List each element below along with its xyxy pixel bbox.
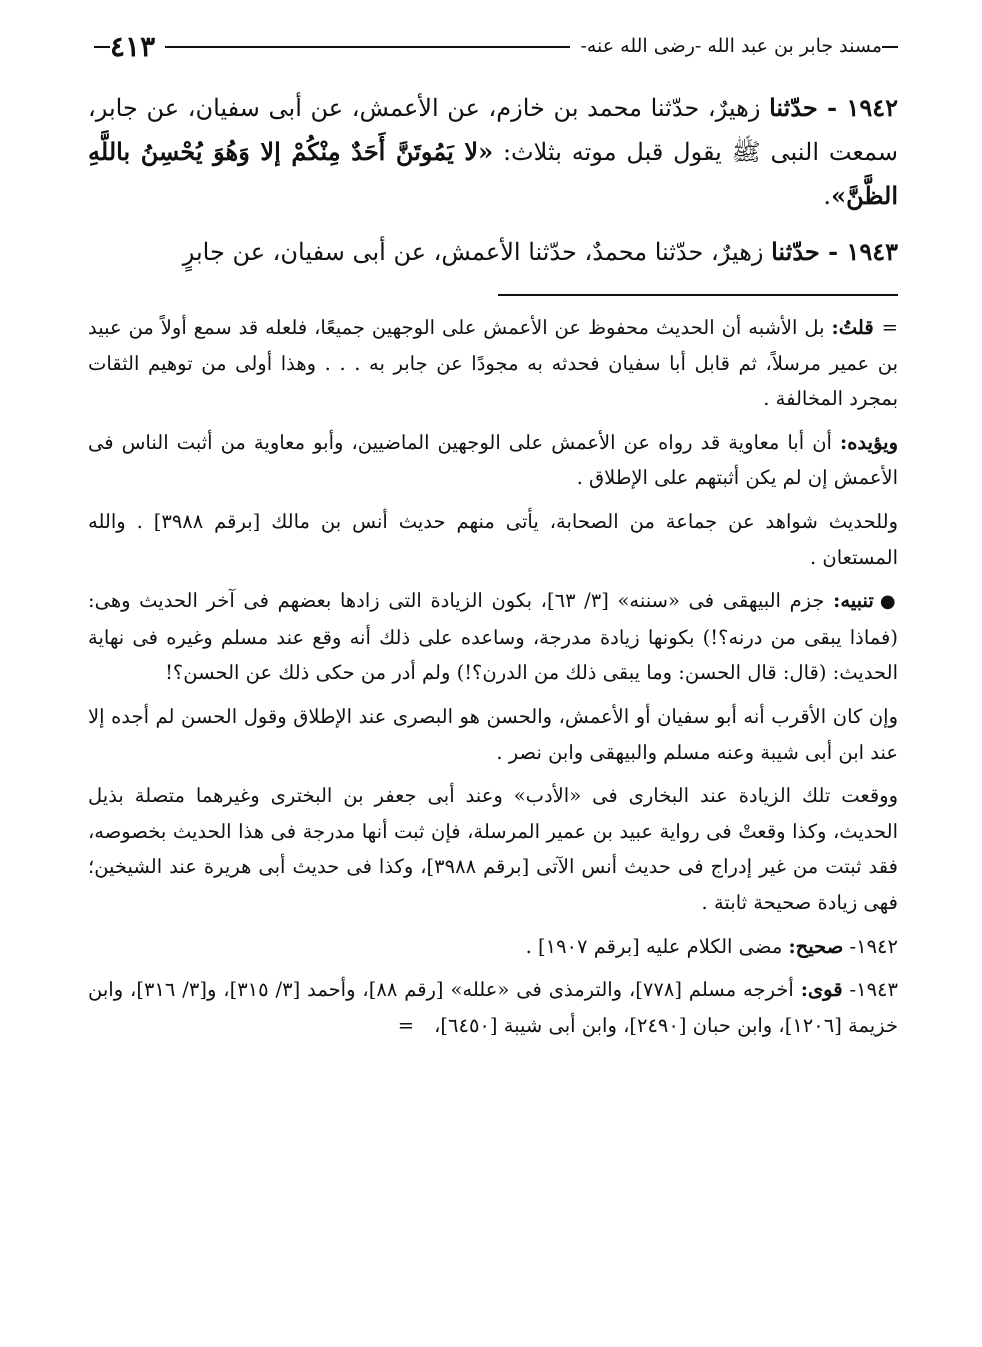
note-lead: قلتُ: <box>831 316 874 339</box>
hadith-number: ١٩٤٣ <box>846 237 898 266</box>
note-paragraph <box>88 699 898 770</box>
note-text: وإن كان الأقرب أنه أبو سفيان أو الأعمش، والحسن هو البصرى عند الإطلاق وقول الحسن لم أجده إلا عند ابن أبى شيبة وعنه مسلم والبيهقى وابن نصر . <box>88 704 898 764</box>
note-text: بل الأشبه أن الحديث محفوظ عن الأعمش على الوجهين جميعًا، فلعله قد سمع أولاً من عبيد بن عمير مرسلاً، ثم قابل أبا سفيان فحدثه به مجودًا عن جابر به . . . وهذا أولى من توهيم الثقات بمجرد المخالفة . <box>88 316 898 411</box>
note-text: مضى الكلام عليه [برقم ١٩٠٧] . <box>525 934 789 958</box>
note-paragraph <box>88 310 898 417</box>
running-title: مسند جابر بن عبد الله -رضى الله عنه- <box>580 35 882 57</box>
continuation-marker: = <box>881 316 898 339</box>
note-number: ١٩٤٢- <box>849 934 898 958</box>
header-dash-right <box>882 46 898 48</box>
note-lead: قوى: <box>800 978 843 1002</box>
page-header <box>88 28 898 64</box>
hadith-end: . <box>823 182 832 210</box>
note-paragraph <box>88 425 898 496</box>
hadith-text: زهيرٌ، حدّثنا محمد بن خازم، عن الأعمش، عن أبى سفيان، عن جابر، سمعت النبى ﷺ يقول قبل موته بثلاث: <box>88 94 898 166</box>
note-paragraph <box>88 929 898 965</box>
note-paragraph <box>88 583 898 691</box>
note-text: أخرجه مسلم [٧٧٨]، والترمذى فى «علله» [رقم ٨٨]، وأحمد [٣/ ٣١٥]، و[٣/ ٣١٦]، وابن خزيمة [١٢٠٦]، وابن حبان [٢٤٩٠]، وابن أبى شيبة [٦٤٥٠]، <box>88 978 898 1037</box>
note-paragraph <box>88 778 898 920</box>
header-dash-left <box>94 46 110 48</box>
note-lead: ويؤيده: <box>840 430 898 454</box>
note-text: أن أبا معاوية قد رواه عن الأعمش على الوجهين الماضيين، وأبو معاوية من أثبت الناس فى الأعمش إن لم يكن أثبتهم على الإطلاق . <box>88 430 898 490</box>
hadith-quote: «لا يَمُوتَنَّ أَحَدٌ مِنْكُمْ إلا وَهُوَ يُحْسِنُ باللَّهِ الظَّنَّ» <box>88 137 898 210</box>
note-paragraph <box>88 504 898 575</box>
note-text: وللحديث شواهد عن جماعة من الصحابة، يأتى منهم حديث أنس بن مالك [برقم ٣٩٨٨] . والله المستعان . <box>88 509 898 569</box>
hadith-number: ١٩٤٢ <box>846 93 899 122</box>
note-paragraph <box>88 972 898 1043</box>
bullet-icon: ● <box>879 591 898 613</box>
hadith-lead: حدّثنا <box>769 93 818 122</box>
note-number: ١٩٤٣- <box>849 978 898 1002</box>
hadith-text: زهيرٌ، حدّثنا محمدٌ، حدّثنا الأعمش، عن أبى سفيان، عن جابرٍ <box>182 238 772 266</box>
note-text: جزم البيهقى فى «سننه» [٣/ ٦٣]، بكون الزيادة التى زادها بعضهم فى آخر الحديث وهى: (فماذا يبقى من درنه؟!) بكونها زيادة مدرجة، وساعده على ذلك أنه وقع عند مسلم وغيره فى نهاية الحديث: (قال: قال الحسن: وما يبقى ذلك من الدرن؟!) ولم أدر من حكى ذلك عن الحسن؟! <box>88 589 898 685</box>
hadith-dash: - <box>819 237 847 266</box>
hadith-1942 <box>88 86 898 218</box>
main-text <box>88 86 898 274</box>
note-lead: تنبيه: <box>833 589 874 613</box>
header-rule <box>165 46 570 48</box>
hadith-1943 <box>88 230 898 274</box>
footnote-rule <box>498 294 898 296</box>
page-number: ٤١٣ <box>110 29 156 63</box>
hadith-dash: - <box>817 93 847 122</box>
continuation-marker: = <box>397 1013 415 1037</box>
footnotes <box>88 310 898 1043</box>
note-text: ووقعت تلك الزيادة عند البخارى فى «الأدب» وعند أبى جعفر بن البخترى وغيرهما متصلة بذيل الحديث، وكذا وقعتْ فى رواية عبيد بن عمير المرسلة، فإن ثبت أنها مدرجة فى هذا الحديث بخصوصه، فقد ثبتت من غير إدراج فى حديث أنس الآتى [برقم ٣٩٨٨]، وكذا فى حديث أبى هريرة عند الشيخين؛ فهى زيادة صحيحة ثابتة . <box>88 784 898 914</box>
page <box>88 28 898 1051</box>
note-lead: صحيح: <box>788 934 844 958</box>
hadith-lead: حدّثنا <box>771 237 820 266</box>
